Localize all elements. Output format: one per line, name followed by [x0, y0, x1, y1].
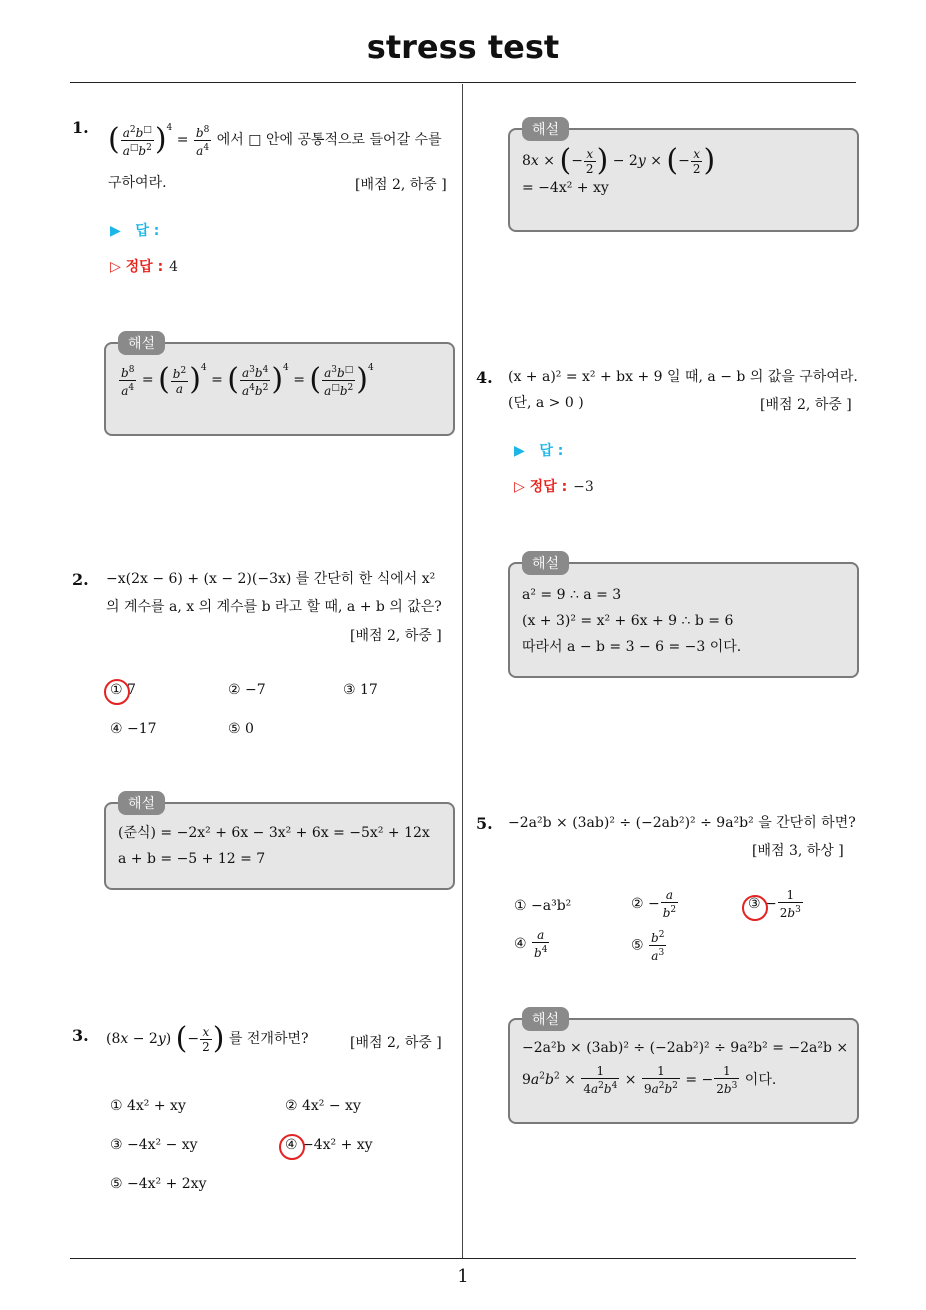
solution-tag: 해설: [522, 551, 569, 575]
solution-text: [522, 143, 847, 198]
choice-2[interactable]: ② −7: [228, 682, 266, 698]
solution-tag: 해설: [522, 1007, 569, 1031]
column-divider: [462, 84, 463, 1259]
answer-label: 답 :: [539, 443, 564, 459]
answer-label: 답 :: [135, 223, 160, 239]
correct-answer: ▷ 정답 : 4: [110, 259, 179, 275]
selected-answer-mark: [104, 679, 130, 705]
solution-text: [522, 582, 847, 660]
question-number: 1.: [72, 118, 89, 137]
solution-line-1: −2a²b × (3ab)² ÷ (−2ab²)² ÷ 9a²b² = −2a²b ×: [522, 1040, 849, 1056]
choice-2[interactable]: ② 4x² − xy: [285, 1098, 361, 1114]
score-label: [배점 2, 하중 ]: [350, 1035, 442, 1051]
question-line-1: −2a²b × (3ab)² ÷ (−2ab²)² ÷ 9a²b² 을 간단히 하면?: [508, 815, 856, 831]
solution-box: [508, 556, 859, 678]
solution-text: [522, 1038, 847, 1096]
question-line-2: 의 계수를 a, x 의 계수를 b 라고 할 때, a + b 의 값은?: [106, 599, 442, 615]
choice-3[interactable]: ③ −4x² − xy: [110, 1137, 198, 1153]
solution-formula: $\frac{b^8}{a^4}$ = ( $\frac{b^2}{a}$ )$^4$ = ( $\frac{a^3b^4}{a^4b^2}$ )$^4$ = ( $\frac{a^3b^□}{a^□b^2}$ )$^4$: [121, 362, 374, 398]
choice-4[interactable]: ④ −4x² + xy: [285, 1137, 373, 1153]
choice-5[interactable]: ⑤ −4x² + 2xy: [110, 1176, 207, 1192]
question-number: 4.: [476, 368, 493, 387]
score-label: [배점 2, 하중 ]: [355, 177, 447, 193]
selected-answer-mark: [742, 895, 768, 921]
solution-box: [508, 1012, 859, 1124]
solution-line-1: (준식) = −2x² + 6x − 3x² + 6x = −5x² + 12x: [118, 825, 430, 841]
solution-tag: 해설: [118, 791, 165, 815]
page-title: stress test: [366, 28, 560, 66]
question-text-after: 를 전개하면?: [228, 1031, 309, 1047]
correct-value: −3: [573, 479, 594, 495]
solution-line-2: a + b = −5 + 12 = 7: [118, 851, 266, 867]
question-line-1: (x + a)² = x² + bx + 9 일 때, a − b 의 값을 구하여라.: [508, 369, 858, 385]
score-label: [배점 3, 하상 ]: [752, 843, 844, 859]
correct-label: 정답 :: [125, 259, 164, 275]
question-text: (8x − 2y) (− $\frac{x}{2}$ ) 를 전개하면?: [106, 1021, 309, 1056]
solution-tag: 해설: [522, 117, 569, 141]
header-rule: [70, 82, 856, 83]
question-number: 5.: [476, 814, 493, 833]
score-label: [배점 2, 하중 ]: [760, 397, 852, 413]
answer-field: ▶ 답 :: [514, 443, 564, 459]
choice-3[interactable]: ③ 17: [343, 682, 378, 698]
solution-line-1: 8x × (− $\frac{x}{2}$ ) − 2y × (− $\frac{x}{2}$ ): [522, 143, 716, 178]
correct-label: 정답 :: [529, 479, 568, 495]
solution-line-1: a² = 9 ∴ a = 3: [522, 587, 622, 603]
page-number: 1: [457, 1266, 469, 1287]
choice-5[interactable]: ⑤ $\frac{b^2}{a^3}$: [631, 930, 665, 963]
question-number: 3.: [72, 1026, 89, 1045]
solution-line-2: = −4x² + xy: [522, 180, 609, 196]
solution-box: [104, 336, 455, 436]
question-line-1: −x(2x − 6) + (x − 2)(−3x) 를 간단히 한 식에서 x²: [106, 571, 436, 587]
choice-1[interactable]: ① 4x² + xy: [110, 1098, 186, 1114]
solution-line-2: (x + 3)² = x² + 6x + 9 ∴ b = 6: [522, 613, 734, 629]
correct-answer: ▷ 정답 : −3: [514, 479, 594, 495]
solution-line-2: $9a^2b^2$ × $\frac{1}{4a^2b^4}$ × $\frac{1}{9a^2b^2}$ = − $\frac{1}{2b^3}$ 이다.: [522, 1064, 777, 1096]
choice-1[interactable]: ① −a³b²: [514, 898, 572, 914]
answer-field: ▶ 답 :: [110, 223, 160, 239]
question-text-main: 에서 □ 안에 공통적으로 들어갈 수를: [216, 132, 442, 148]
solution-tail: 이다.: [744, 1072, 777, 1088]
solution-line-3: 따라서 a − b = 3 − 6 = −3 이다.: [522, 639, 742, 655]
solution-box: [104, 796, 455, 890]
selected-answer-mark: [279, 1134, 305, 1160]
solution-text: [118, 820, 443, 872]
solution-box-q3: [508, 122, 859, 232]
choice-5[interactable]: ⑤ 0: [228, 721, 254, 737]
choice-4[interactable]: ④ $\frac{a}{b^4}$: [514, 928, 548, 960]
choice-1[interactable]: ① 7: [110, 682, 136, 698]
correct-value: 4: [169, 259, 179, 275]
choice-3[interactable]: ③ − $\frac{1}{2b^3}$: [748, 888, 801, 920]
footer-rule: [70, 1258, 856, 1259]
choice-2[interactable]: ② − $\frac{a}{b^2}$: [631, 888, 677, 920]
question-text-tail: 구하여라.: [108, 175, 167, 191]
question-line-2: (단, a > 0 ): [508, 395, 584, 411]
score-label: [배점 2, 하중 ]: [350, 628, 442, 644]
choice-4[interactable]: ④ −17: [110, 721, 157, 737]
question-number: 2.: [72, 570, 89, 589]
question-text: ( $\frac{a^2b^□}{a^□b^2}$ )$^4$ = $\frac{b^8}{a^4}$ 에서 □ 안에 공통적으로 들어갈 수를: [108, 122, 442, 158]
solution-tag: 해설: [118, 331, 165, 355]
